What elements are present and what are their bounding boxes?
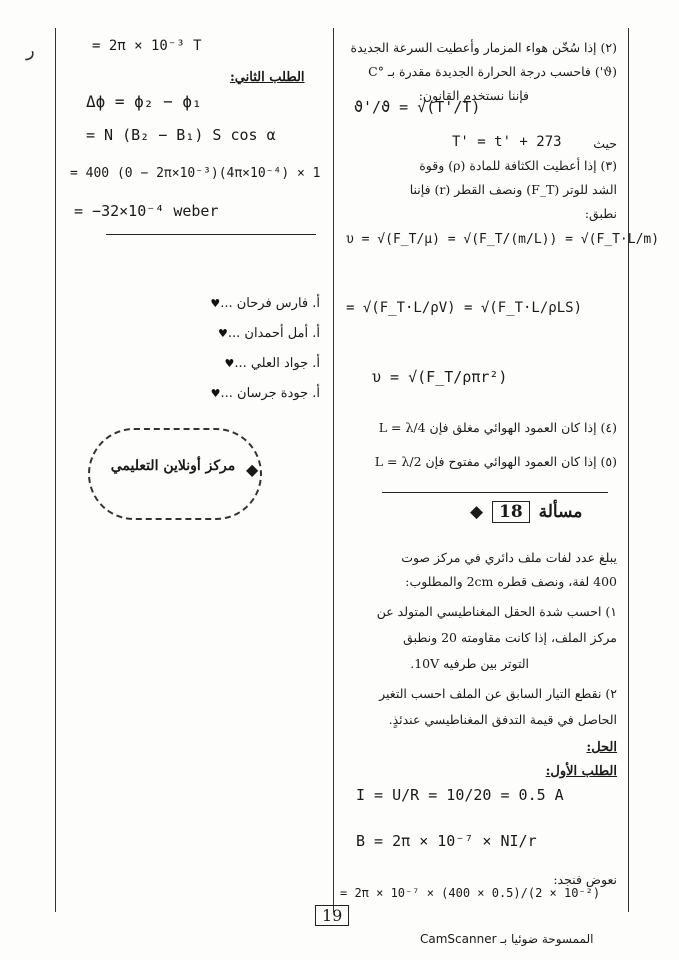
part1-line1: ١) احسب شدة الحقل المغناطيسي المتولد عن [376, 604, 617, 619]
solution-label: الحل: [586, 740, 617, 755]
eq-current: I = U/R = 10/20 = 0.5 A [356, 786, 564, 804]
credits-list [150, 296, 320, 416]
eq-temperature-relation: T' = t' + 273 [452, 134, 562, 150]
heart-icon: ♥ [210, 297, 221, 310]
eq-flux-change: = N (B₂ − B₁) S cos α [86, 126, 276, 144]
credit-item: أ. أمل أحمدان ...♥ [218, 326, 320, 341]
question-number: 18 [492, 501, 530, 523]
binding-mark: ر [26, 40, 35, 61]
eq-flux-result: = −32×10⁻⁴ weber [74, 202, 219, 220]
where-label: حيث [593, 136, 617, 151]
credit-item: أ. جودة جرسان ...♥ [210, 386, 320, 401]
eq-substitution-field: = 2π × 10⁻⁷ × (400 × 0.5)/(2 × 10⁻²) [340, 886, 601, 900]
heart-icon: ♥ [218, 327, 228, 340]
item2-line2: (ϑ') فاحسب درجة الحرارة الجديدة مقدرة بـ °C [368, 64, 617, 79]
diamond-icon: ◆ [246, 460, 259, 479]
page-number: 19 [315, 905, 349, 926]
item4-closed-column: (٤) إذا كان العمود الهوائي مغلق فإن L = λ/4 [378, 420, 617, 435]
second-requirement-heading: الطلب الثاني: [230, 70, 305, 85]
part2-line2: الحاصل في قيمة التدفق المغناطيسي عندئذٍ. [388, 712, 617, 727]
item2-line3: فإننا نستخدم القانون: [418, 88, 529, 103]
first-requirement-heading: الطلب الأول: [545, 764, 617, 779]
separator-line [106, 234, 316, 235]
scanner-watermark: الممسوحة ضوئيا بـ CamScanner [420, 932, 594, 946]
credit-item: أ. جواد العلي ...♥ [224, 356, 320, 371]
eq-velocity-3: υ = √(F_T/ρπr²) [372, 368, 508, 386]
question-badge [470, 502, 582, 522]
eq-substitution: = 400 (0 − 2π×10⁻³)(4π×10⁻⁴) × 1 [70, 166, 321, 181]
item5-open-column: (٥) إذا كان العمود الهوائي مفتوح فإن L = λ/2 [374, 454, 617, 469]
eq-velocity-1: υ = √(F_T/μ) = √(F_T/(m/L)) = √(F_T·L/m) [346, 232, 660, 247]
credit-item: أ. فارس فرحان ...♥ [210, 296, 320, 311]
law-velocity-temperature: ϑ'/ϑ = √(T'/T) [354, 98, 481, 116]
question-line1: يبلغ عدد لفات ملف دائري في مركز صوت [401, 550, 617, 565]
eq-field-value: = 2π × 10⁻³ T [92, 38, 202, 54]
part1-line3: التوتر بين طرفيه 10V. [410, 656, 529, 671]
diamond-icon: ◆ [470, 502, 484, 522]
eq-magnetic-field: B = 2π × 10⁻⁷ × NI/r [356, 832, 537, 850]
center-stamp-border [88, 428, 262, 520]
separator-line [382, 492, 608, 493]
column-divider [333, 28, 334, 912]
question-label: مسألة [538, 502, 583, 522]
part1-line2: مركز الملف، إذا كانت مقاومته 20 ونطبق [403, 630, 617, 645]
item3-line2: الشد للوتر (F_T) ونصف القطر (r) فإننا [409, 182, 617, 197]
part2-line1: ٢) نقطع التيار السابق عن الملف احسب التغير [379, 686, 617, 701]
substitute-label: نعوض فنجد: [553, 872, 617, 887]
question-line2: 400 لفة، ونصف قطره 2cm والمطلوب: [405, 574, 617, 589]
item2-line1: (٢) إذا سُخّن هواء المزمار وأعطيت السرعة الجديدة [350, 40, 617, 55]
item3-line3: نطبق: [584, 206, 617, 221]
center-stamp-text: مركز أونلاين التعليمي [110, 458, 236, 474]
heart-icon: ♥ [210, 387, 221, 400]
item3-line1: (٣) إذا أعطيت الكثافة للمادة (ρ) وقوة [419, 158, 617, 173]
eq-velocity-2: = √(F_T·L/ρV) = √(F_T·L/ρLS) [346, 300, 583, 316]
eq-delta-phi: Δϕ = ϕ₂ − ϕ₁ [86, 92, 202, 111]
heart-icon: ♥ [224, 357, 235, 370]
